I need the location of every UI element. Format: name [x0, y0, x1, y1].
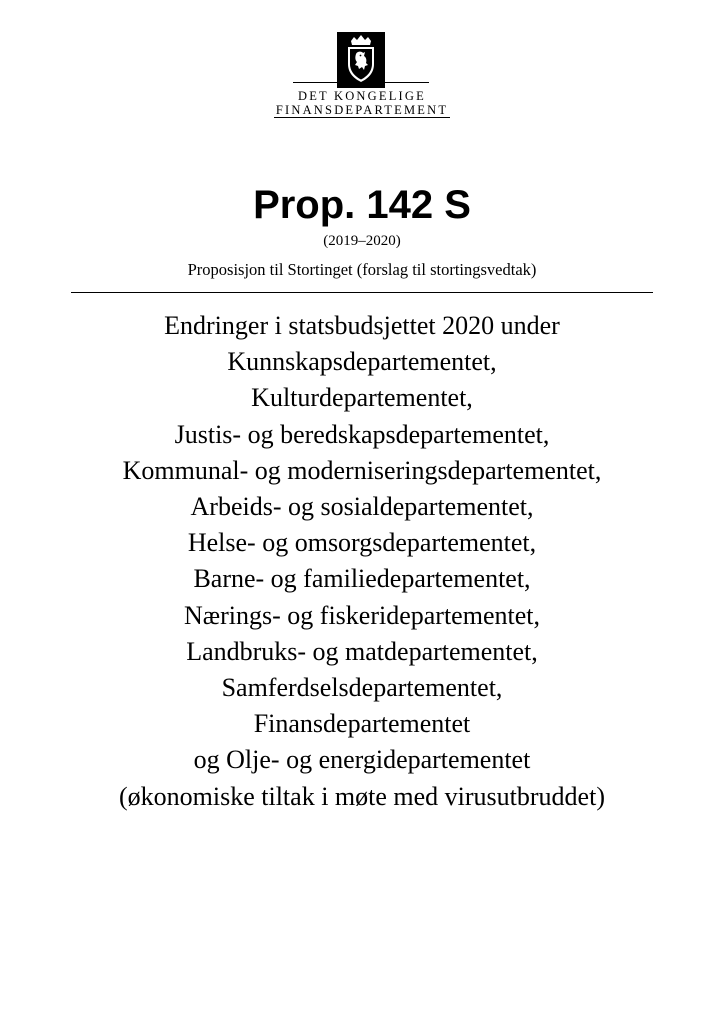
session-years: (2019–2020)	[323, 233, 401, 249]
coat-of-arms-icon	[337, 32, 385, 88]
title-divider	[71, 292, 653, 293]
lion-shield-icon	[337, 32, 385, 88]
title-line: Finansdepartementet	[253, 709, 471, 739]
title-line: Helse- og omsorgsdepartementet,	[187, 528, 537, 558]
title-line: og Olje- og energidepartementet	[193, 745, 531, 775]
title-line: Kulturdepartementet,	[251, 383, 473, 413]
title-line: Barne- og familiedepartementet,	[193, 564, 531, 594]
title-line: Nærings- og fiskeridepartementet,	[184, 600, 540, 630]
title-line: Kunnskapsdepartementet,	[227, 347, 497, 377]
title-line: Endringer i statsbudsjettet 2020 under	[164, 311, 560, 340]
title-line: Arbeids- og sosialdepartementet,	[190, 492, 534, 522]
header-rule-bottom	[274, 117, 450, 118]
title-line: Kommunal- og moderniseringsdepartementet,	[122, 455, 602, 485]
document-title	[40, 308, 684, 815]
proposition-subtitle: Proposisjon til Stortinget (forslag til stortingsvedtak)	[187, 260, 537, 279]
header-rule-top	[293, 82, 429, 83]
proposition-number: Prop. 142 S	[253, 183, 471, 227]
title-line: Landbruks- og matdepartementet,	[186, 636, 538, 666]
title-line: Justis- og beredskapsdepartementet,	[174, 419, 550, 449]
department-name-line2: FINANSDEPARTEMENT	[275, 103, 449, 117]
title-line: Samferdselsdepartementet,	[221, 673, 503, 703]
department-name-line1: DET KONGELIGE	[297, 89, 426, 103]
title-line: (økonomiske tiltak i møte med virusutbruddet)	[119, 781, 605, 811]
